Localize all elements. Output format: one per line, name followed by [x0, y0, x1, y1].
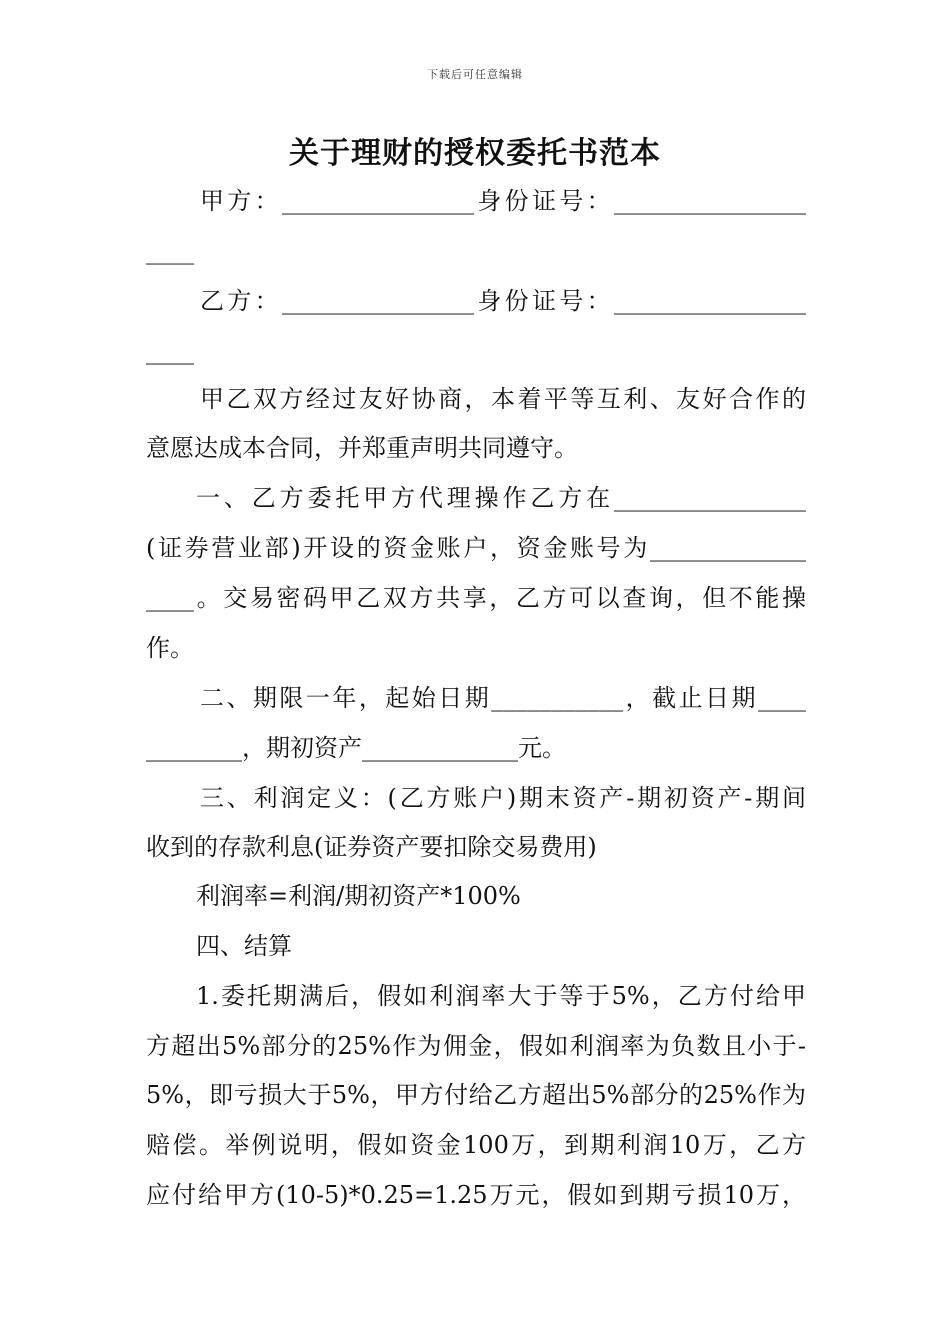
- clause-one-line: 作。: [146, 634, 194, 662]
- clause-four-heading: 四、结算: [196, 932, 292, 960]
- clause-three-line: 收到的存款利息(证券资产要扣除交易费用): [146, 833, 597, 861]
- settlement-paragraph-line: 方超出5%部分的25%作为佣金，假如利润率为负数且小于-: [146, 1032, 806, 1060]
- clause-one-line: 一、乙方委托甲方代理操作乙方在________________: [196, 484, 806, 512]
- party-a-line-continued: ____: [146, 237, 194, 265]
- header-note: 下载后可任意编辑: [427, 68, 523, 81]
- settlement-paragraph-line: 1.委托期满后，假如利润率大于等于5%，乙方付给甲: [196, 982, 806, 1010]
- clause-two-line: 二、期限一年，起始日期___________，截止日期____: [200, 684, 806, 712]
- profit-rate-formula: 利润率=利润/期初资产*100%: [196, 882, 521, 910]
- document-title: 关于理财的授权委托书范本: [289, 136, 661, 171]
- clause-one-line: ____。交易密码甲乙双方共享，乙方可以查询，但不能操: [146, 584, 806, 612]
- intro-paragraph-line: 意愿达成本合同，并郑重声明共同遵守。: [146, 434, 578, 462]
- party-b-line: 乙方：________________身份证号：________________: [200, 287, 806, 315]
- clause-three-line: 三、利润定义：(乙方账户)期末资产-期初资产-期间: [200, 784, 806, 812]
- clause-one-line: (证券营业部)开设的资金账户，资金账号为_____________: [146, 534, 806, 562]
- party-b-line-continued: ____: [146, 337, 194, 365]
- party-a-line: 甲方：________________身份证号：________________: [200, 187, 806, 215]
- settlement-paragraph-line: 5%，即亏损大于5%，甲方付给乙方超出5%部分的25%作为: [146, 1081, 806, 1109]
- intro-paragraph-line: 甲乙双方经过友好协商，本着平等互利、友好合作的: [200, 385, 806, 413]
- settlement-paragraph-line: 应付给甲方(10-5)*0.25=1.25万元，假如到期亏损10万，: [146, 1181, 806, 1209]
- settlement-paragraph-line: 赔偿。举例说明，假如资金100万，到期利润10万，乙方: [146, 1131, 806, 1159]
- clause-two-line: ________，期初资产_____________元。: [146, 734, 566, 762]
